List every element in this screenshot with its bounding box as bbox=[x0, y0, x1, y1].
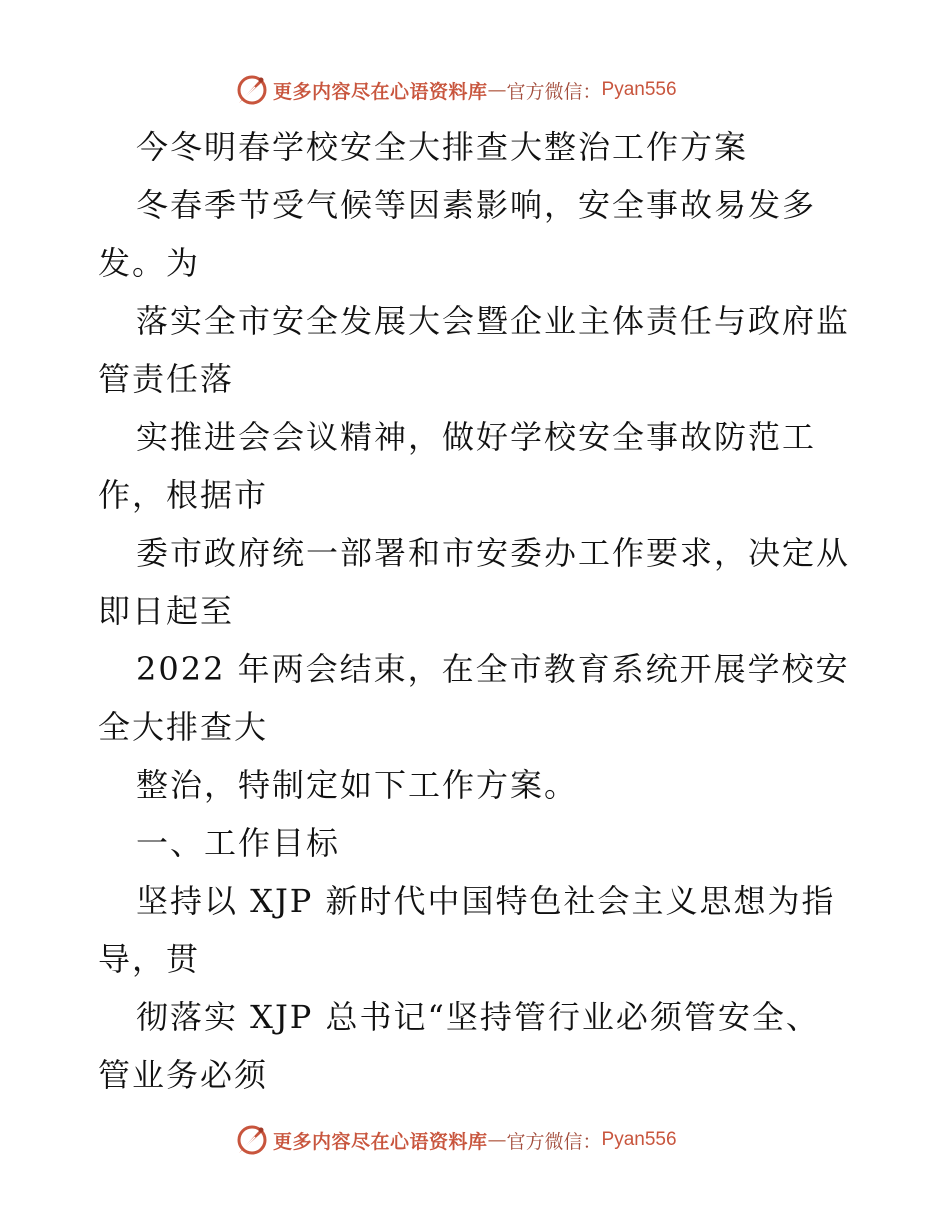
document-body bbox=[98, 118, 868, 1104]
banner-dash: — bbox=[487, 1129, 507, 1151]
quill-pen-circle-icon bbox=[235, 1123, 269, 1157]
banner-wechat-label: 官方微信： bbox=[506, 80, 602, 103]
text-line: 导，贯 bbox=[98, 940, 201, 978]
text-line: 即日起至 bbox=[98, 592, 235, 630]
banner-dash: — bbox=[487, 79, 507, 101]
text-line: 冬春季节受气候等因素影响，安全事故易发多 bbox=[136, 186, 817, 224]
text-line: 委市政府统一部署和市安委办工作要求，决定从 bbox=[136, 534, 851, 572]
text-line: 今冬明春学校安全大排查大整治工作方案 bbox=[136, 128, 749, 166]
text-line: 坚持以 XJP 新时代中国特色社会主义思想为指 bbox=[136, 882, 836, 920]
text-line: 一、工作目标 bbox=[136, 824, 341, 862]
header-banner bbox=[235, 70, 677, 110]
text-line: 整治，特制定如下工作方案。 bbox=[136, 766, 579, 804]
banner-text: 更多内容尽在心语资料库 bbox=[273, 1130, 488, 1153]
text-line: 全大排查大 bbox=[98, 708, 269, 746]
text-line: 彻落实 XJP 总书记“坚持管行业必须管安全、 bbox=[136, 998, 820, 1036]
text-line: 落实全市安全发展大会暨企业主体责任与政府监 bbox=[136, 302, 851, 340]
text-line: 管责任落 bbox=[98, 360, 235, 398]
banner-wechat-id: Pyan556 bbox=[601, 79, 677, 100]
banner-wechat-id: Pyan556 bbox=[601, 1129, 677, 1150]
text-line: 作，根据市 bbox=[98, 476, 269, 514]
banner-wechat-label: 官方微信： bbox=[506, 1130, 602, 1153]
banner-text: 更多内容尽在心语资料库 bbox=[273, 80, 488, 103]
text-line: 发。为 bbox=[98, 244, 201, 282]
text-line: 2022 年两会结束，在全市教育系统开展学校安 bbox=[136, 650, 850, 688]
text-line: 管业务必须 bbox=[98, 1056, 269, 1094]
quill-pen-circle-icon bbox=[235, 73, 269, 107]
footer-banner bbox=[235, 1120, 677, 1160]
text-line: 实推进会会议精神，做好学校安全事故防范工 bbox=[136, 418, 817, 456]
